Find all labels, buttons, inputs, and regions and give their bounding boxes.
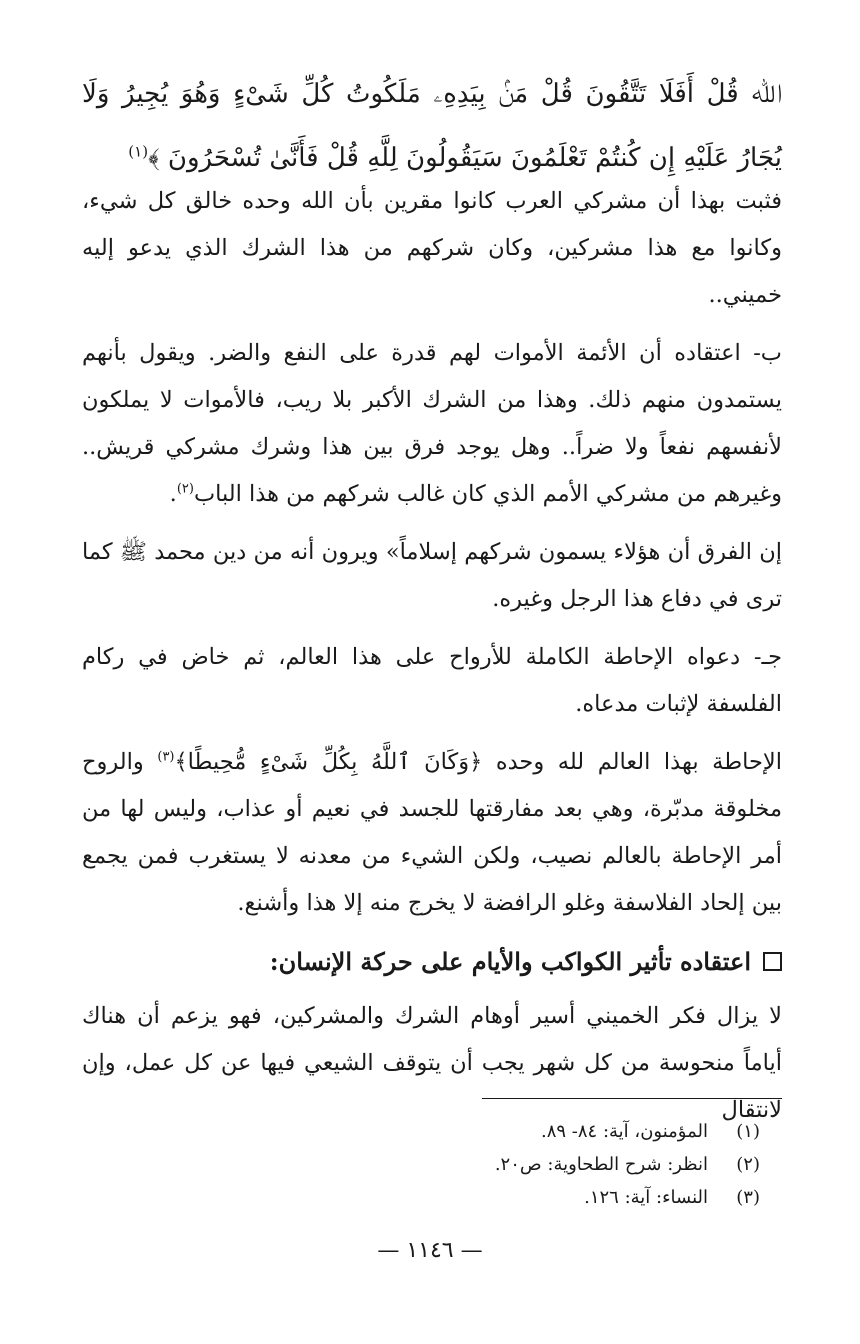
footnote-number: (٣) — [736, 1187, 760, 1208]
footnote-number: (١) — [736, 1121, 760, 1142]
paragraph-5-verse: الإحاطة بهذا العالم لله وحده ﴿وَكَانَ ٱللَّهُ بِكُلِّ شَىْءٍ مُّحِيطًا﴾ — [174, 749, 783, 775]
footnote-ref-3: (٣) — [157, 749, 175, 765]
footnote-text: انظر: شرح الطحاوية: ص٢٠. — [494, 1154, 708, 1175]
section-heading — [82, 938, 782, 985]
footnote-text: المؤمنون، آية: ٨٤- ٨٩. — [541, 1121, 708, 1142]
paragraph-3: إن الفرق أن هؤلاء يسمون شركهم إسلاماً» ويرون أنه من دين محمد ﷺ كما ترى في دفاع هذا الرجل وغيره. — [82, 539, 782, 612]
footnote-item — [240, 1115, 760, 1148]
footnote-ref-1: (١) — [128, 142, 149, 161]
footnote-item — [240, 1148, 760, 1181]
page-number: — ١١٤٦ — — [377, 1238, 483, 1263]
paragraph-5-text: والروح مخلوقة مدبّرة، وهي بعد مفارقتها للجسد في نعيم أو عذاب، وليس لها من أمر الإحاطة بالعالم نصيب، ولكن الشيء من معدنه لا يستغرب فمن يجمع بين إلحاد الفلاسفة وغلو الرافضة لا يخرج منه إلا هذا وأشنع. — [82, 749, 782, 916]
footnote-ref-2: (٢) — [176, 481, 194, 497]
square-bullet-icon — [763, 952, 782, 971]
quran-passage — [82, 62, 782, 190]
paragraph-2-end: . — [169, 481, 177, 507]
quran-text: ﷲ قُلْ أَفَلَا تَتَّقُونَ قُلْ مَنۢ بِيَدِهِۦ مَلَكُوتُ كُلِّ شَىْءٍ وَهُوَ يُجِيرُ وَلَا يُجَارُ عَلَيْهِ إِن كُنتُمْ تَعْلَمُونَ سَيَقُولُونَ لِلَّهِ قُلْ فَأَنَّىٰ تُسْحَرُونَ ﴾ — [82, 79, 782, 173]
paragraph-2-text: ب- اعتقاده أن الأئمة الأموات لهم قدرة على النفع والضر. ويقول بأنهم يستمدون منهم ذلك. وهذا من الشرك الأكبر بلا ريب، فالأموات لا يملكون لأنفسهم نفعاً ولا ضراً.. وهل يوجد فرق بين هذا وشرك مشركي قريش.. وغيرهم من مشركي الأمم الذي كان غالب شركهم من هذا الباب — [82, 340, 782, 507]
paragraph-5 — [82, 739, 782, 927]
section-heading-text: اعتقاده تأثير الكواكب والأيام على حركة الإنسان: — [269, 947, 751, 976]
footnote-number: (٢) — [736, 1154, 760, 1175]
paragraph-2 — [82, 330, 782, 518]
footnote-text: النساء: آية: ١٢٦. — [584, 1187, 708, 1208]
footnote-divider — [482, 1098, 782, 1099]
paragraph-6: لا يزال فكر الخميني أسير أوهام الشرك والمشركين، فهو يزعم أن هناك أياماً منحوسة من كل شهر يجب أن يتوقف الشيعي فيها عن كل عمل، وإن لانتقال — [82, 1003, 782, 1123]
paragraph-1: فثبت بهذا أن مشركي العرب كانوا مقرين بأن الله وحده خالق كل شيء، وكانوا مع هذا مشركين، وكان شركهم من هذا الشرك الذي يدعو إليه خميني.. — [82, 188, 782, 308]
main-text — [82, 178, 782, 1145]
footnote-item — [240, 1181, 760, 1214]
paragraph-4: جـ- دعواه الإحاطة الكاملة للأرواح على هذا العالم، ثم خاض في ركام الفلسفة لإثبات مدعاه. — [82, 644, 782, 717]
footnotes — [240, 1115, 760, 1214]
